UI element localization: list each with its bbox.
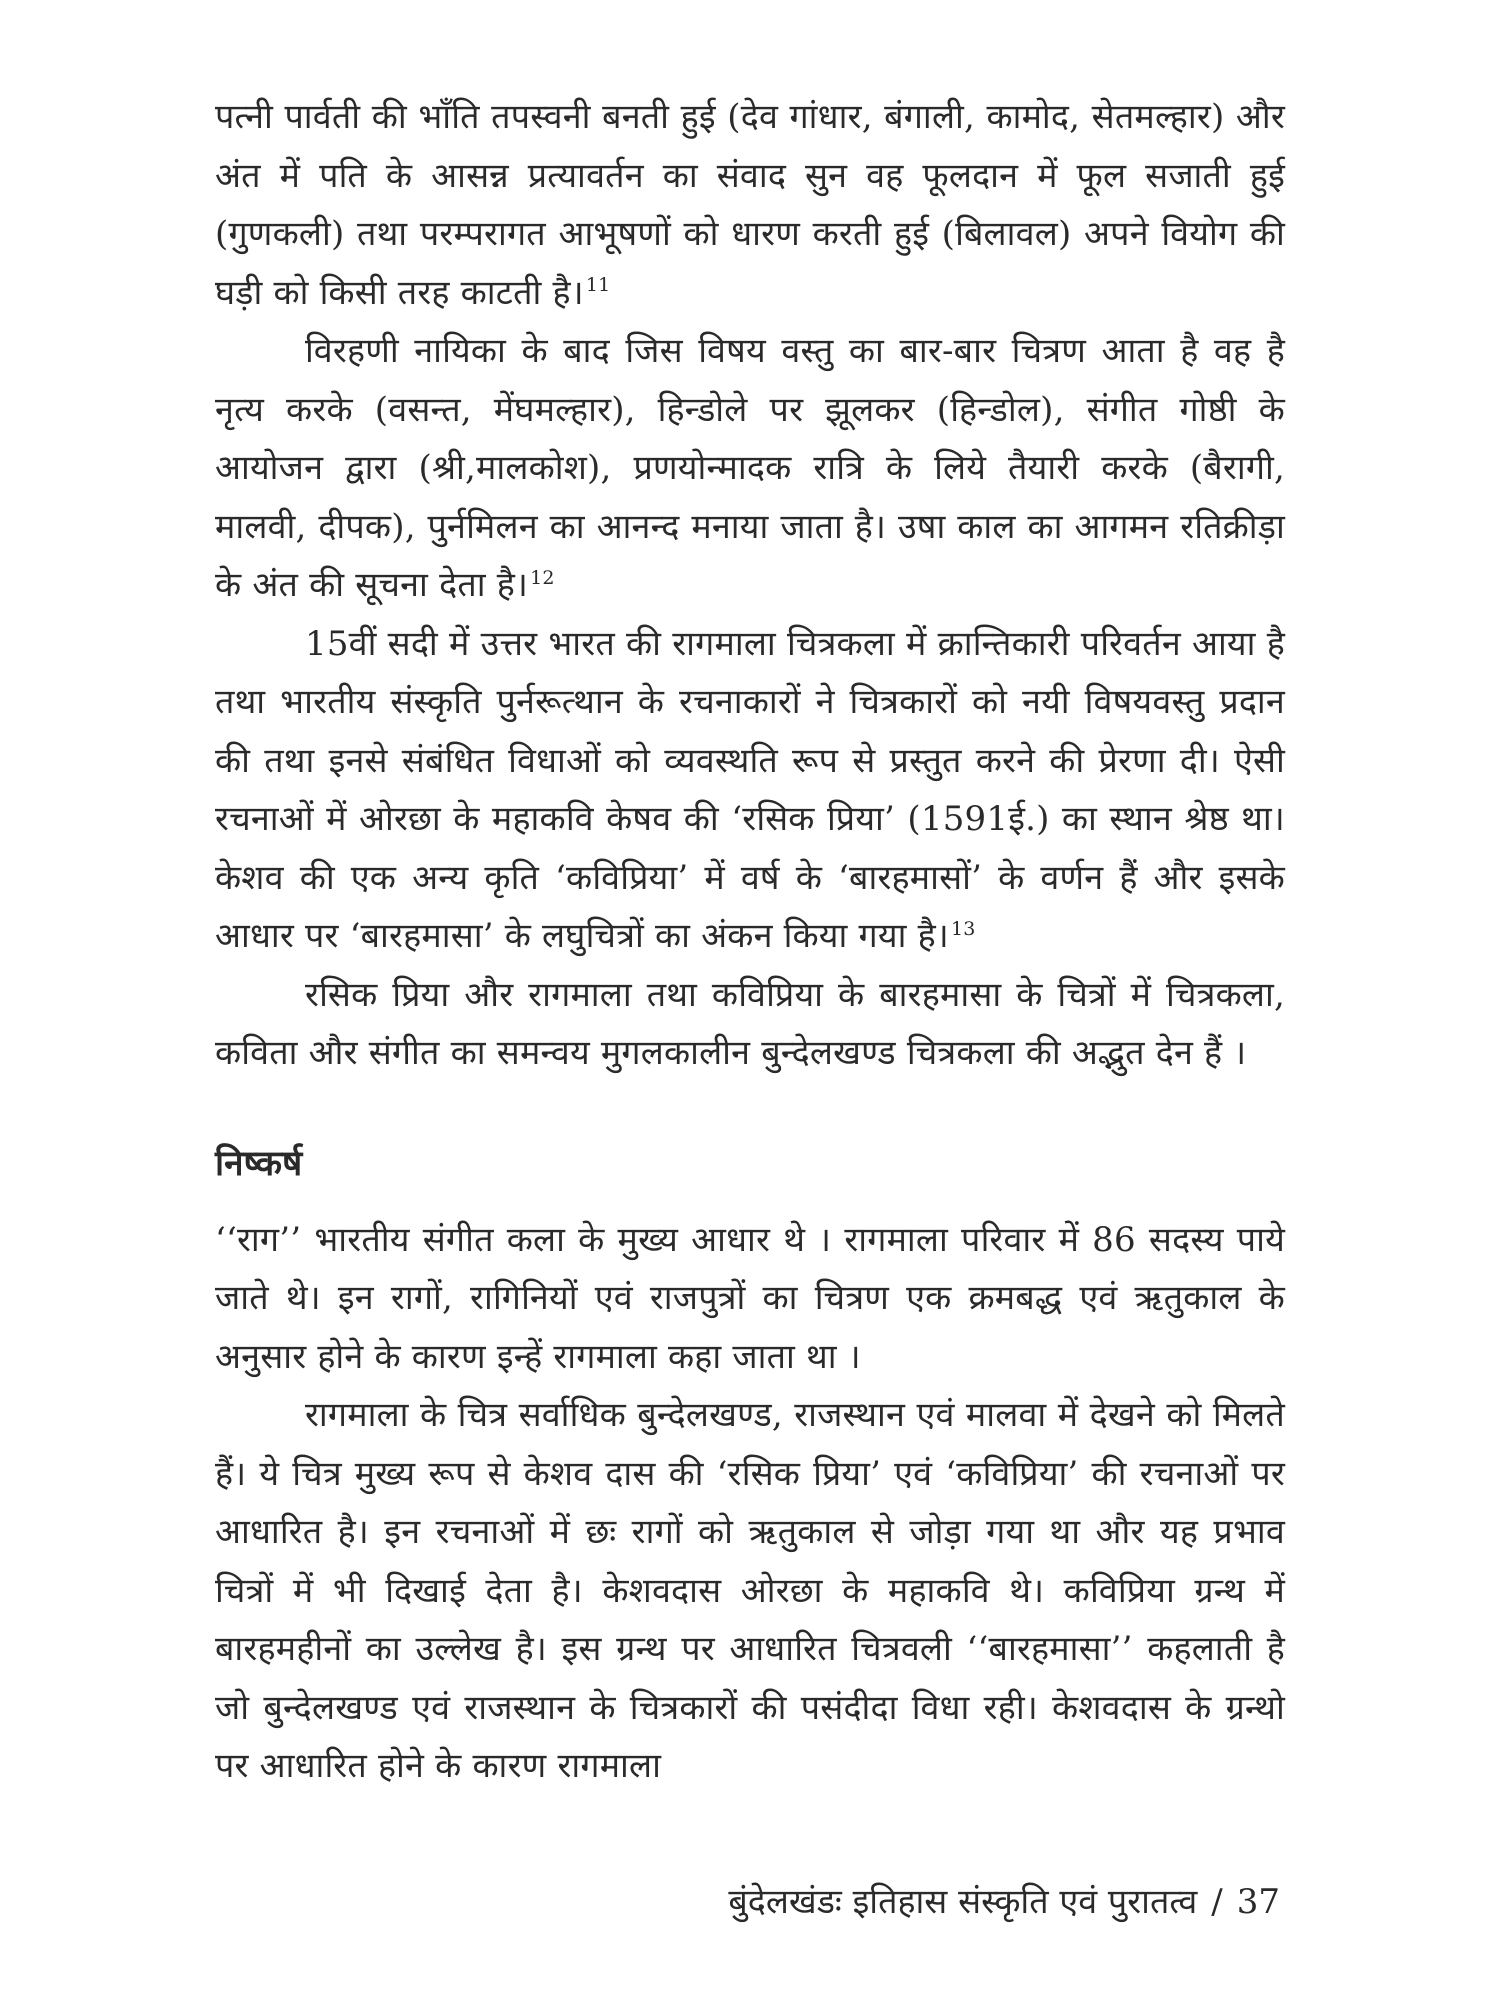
paragraph-virahini (215, 322, 1285, 615)
footnote-marker: 13 (950, 917, 976, 940)
paragraph-continuation (215, 88, 1285, 322)
running-title: बुंदेलखंडः इतिहास संस्कृति एवं पुरातत्व (728, 1882, 1198, 1922)
page-body (215, 88, 1285, 1796)
footer-separator: / (1211, 1882, 1223, 1922)
paragraph-raga (215, 1211, 1285, 1387)
paragraph-text: 15वीं सदी में उत्तर भारत की रागमाला चित्रकला में क्रान्तिकारी परिवर्तन आया है तथा भारतीय संस्कृति पुर्नरूत्थान के रचनाकारों ने चित्रकारों को नयी विषयवस्तु प्रदान की तथा इनसे संबंधित विधाओं को व्यवस्थति रूप से प्रस्तुत करने की प्रेरणा दी। ऐसी रचनाओं में ओरछा के महाकवि केषव की ‘रसिक प्रिया’ (1591ई.) का स्थान श्रेष्ठ था। केशव की एक अन्य कृति ‘कविप्रिया’ में वर्ष के ‘बारहमासों’ के वर्णन हैं और इसके आधार पर ‘बारहमासा’ के लघुचित्रों का अंकन किया गया है। (215, 623, 1285, 956)
section-heading-conclusion: निष्कर्ष (215, 1142, 303, 1184)
paragraph-text: रसिक प्रिया और रागमाला तथा कविप्रिया के बारहमासा के चित्रों में चित्रकला, कविता और संगीत का समन्वय मुगलकालीन बुन्देलखण्ड चित्रकला की अद्भुत देन हैं । (215, 974, 1285, 1073)
paragraph-rasik-priya (215, 966, 1285, 1083)
paragraph-text: रागमाला के चित्र सर्वाधिक बुन्देलखण्ड, राजस्थान एवं मालवा में देखने को मिलते हैं। ये चित्र मुख्य रूप से केशव दास की ‘रसिक प्रिया’ एवं ‘कविप्रिया’ की रचनाओं पर आधारित है। इन रचनाओं में छः रागों को ऋतुकाल से जोड़ा गया था और यह प्रभाव चित्रों में भी दिखाई देता है। केशवदास ओरछा के महाकवि थे। कविप्रिया ग्रन्थ में बारहमहीनों का उल्लेख है। इस ग्रन्थ पर आधारित चित्रवली ‘‘बारहमासा’’ कहलाती है जो बुन्देलखण्ड एवं राजस्थान के चित्रकारों की पसंदीदा विधा रही। केशवदास के ग्रन्थो पर आधारित होने के कारण रागमाला (215, 1395, 1285, 1786)
paragraph-text: ‘‘राग’’ भारतीय संगीत कला के मुख्य आधार थे । रागमाला परिवार में 86 सदस्य पाये जाते थे। इन रागों, रागिनियों एवं राजपुत्रों का चित्रण एक क्रमबद्ध एवं ऋतुकाल के अनुसार होने के कारण इन्हें रागमाला कहा जाता था । (215, 1219, 1285, 1377)
paragraph-text: विरहणी नायिका के बाद जिस विषय वस्तु का बार-बार चित्रण आता है वह है नृत्य करके (वसन्त, मेंघमल्हार), हिन्डोले पर झूलकर (हिन्डोल), संगीत गोष्ठी के आयोजन द्वारा (श्री,मालकोश), प्रणयोन्मादक रात्रि के लिये तैयारी करके (बैरागी, मालवी, दीपक), पुर्नमिलन का आनन्द मनाया जाता है। उषा काल का आगमन रतिक्रीड़ा के अंत की सूचना देता है। (215, 331, 1285, 605)
footnote-marker: 12 (530, 566, 555, 589)
paragraph-text: पत्नी पार्वती की भाँति तपस्वनी बनती हुई (देव गांधार, बंगाली, कामोद, सेतमल्हार) और अंत में पति के आसन्न प्रत्यावर्तन का संवाद सुन वह फूलदान में फूल सजाती हुई (गुणकली) तथा परम्परागत आभूषणों को धारण करती हुई (बिलावल) अपने वियोग की घड़ी को किसी तरह काटती है। (215, 97, 1285, 313)
paragraph-15th-century (215, 615, 1285, 966)
page-footer (640, 1877, 1280, 1927)
paragraph-ragamala-paintings (215, 1386, 1285, 1796)
page-number: 37 (1236, 1882, 1280, 1922)
footnote-marker: 11 (585, 274, 611, 297)
